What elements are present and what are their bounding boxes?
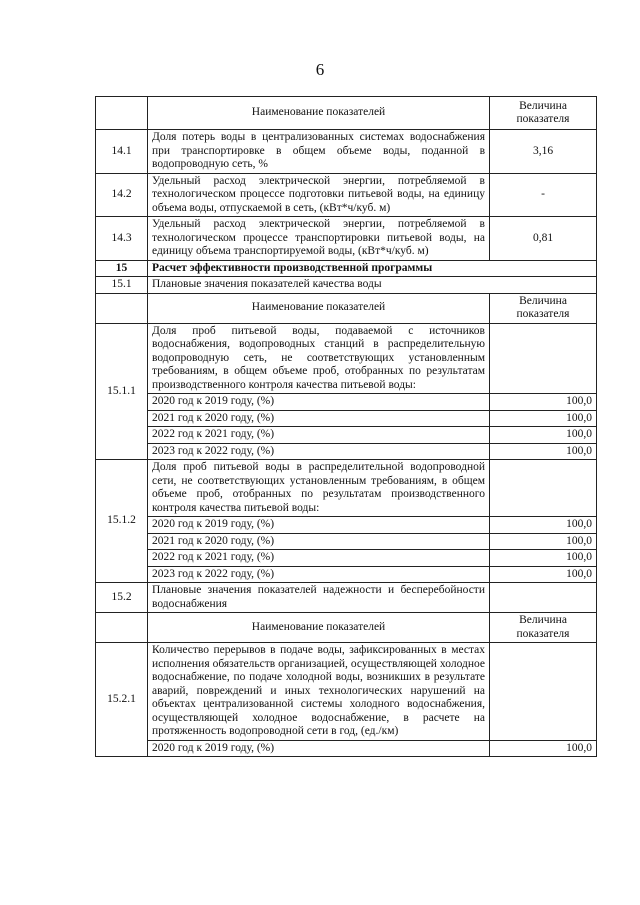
- table-row: [96, 394, 597, 411]
- table-row: [96, 443, 597, 460]
- row-value-empty: [490, 643, 597, 741]
- indicators-table: [95, 96, 597, 757]
- row-value: 0,81: [490, 217, 597, 261]
- section-title: Плановые значения показателей надежности и бесперебойности водоснабжения: [148, 583, 490, 613]
- year-value: 100,0: [490, 443, 597, 460]
- header-name: Наименование показателей: [148, 97, 490, 130]
- table-row: [96, 173, 597, 217]
- table-row: [96, 566, 597, 583]
- header-name: Наименование показателей: [148, 613, 490, 643]
- header-name: Наименование показателей: [148, 293, 490, 323]
- section-number: 15: [96, 260, 148, 277]
- year-label: 2021 год к 2020 году, (%): [148, 533, 490, 550]
- year-value: 100,0: [490, 533, 597, 550]
- row-text: Доля проб питьевой воды в распределительной водопроводной сети, не соответствующих установленным требованиям, в общем объеме проб, отобранных по результатам производственного контроля качества питьевой воды:: [148, 460, 490, 517]
- section-number: 15.1: [96, 277, 148, 294]
- section-row: [96, 583, 597, 613]
- section-row: [96, 260, 597, 277]
- section-row: [96, 277, 597, 294]
- year-value: 100,0: [490, 410, 597, 427]
- row-text: Доля проб питьевой воды, подаваемой с источников водоснабжения, водопроводных станций в распределительную водопроводную сеть, не соответствующих установленным требованиям, в общем объеме проб, отобранных по результатам производственного контроля качества питьевой воды:: [148, 323, 490, 394]
- year-label: 2020 год к 2019 году, (%): [148, 394, 490, 411]
- table-row: [96, 740, 597, 757]
- year-label: 2022 год к 2021 году, (%): [148, 427, 490, 444]
- year-value: 100,0: [490, 550, 597, 567]
- row-number: 14.1: [96, 130, 148, 174]
- table-row: [96, 550, 597, 567]
- row-value-empty: [490, 460, 597, 517]
- header-empty-cell: [96, 613, 148, 643]
- year-label: 2020 год к 2019 году, (%): [148, 740, 490, 757]
- year-label: 2020 год к 2019 году, (%): [148, 517, 490, 534]
- table-header-row: [96, 97, 597, 130]
- header-value: Величина показателя: [490, 613, 597, 643]
- section-number: 15.2: [96, 583, 148, 613]
- section-title: Плановые значения показателей качества воды: [148, 277, 597, 294]
- row-number: 15.2.1: [96, 643, 148, 757]
- year-value: 100,0: [490, 566, 597, 583]
- year-label: 2023 год к 2022 году, (%): [148, 566, 490, 583]
- section-title: Расчет эффективности производственной программы: [148, 260, 597, 277]
- table-row: [96, 533, 597, 550]
- year-value: 100,0: [490, 740, 597, 757]
- row-text: Количество перерывов в подаче воды, зафиксированных в местах исполнения обязательств организацией, осуществляющей холодное водоснабжение, по подаче холодной воды, возникших в результате аварий, повреждений и иных технологических нарушений на объектах централизованной системы холодного водоснабжения, осуществляющей холодное водоснабжение, в расчете на протяженность водопроводной сети в год, (ед./км): [148, 643, 490, 741]
- table-row: [96, 410, 597, 427]
- header-empty-cell: [96, 293, 148, 323]
- page-number: 6: [315, 60, 325, 79]
- header-empty-cell: [96, 97, 148, 130]
- table-row: [96, 427, 597, 444]
- year-value: 100,0: [490, 394, 597, 411]
- year-value: 100,0: [490, 427, 597, 444]
- row-value: -: [490, 173, 597, 217]
- row-number: 15.1.1: [96, 323, 148, 460]
- row-number: 15.1.2: [96, 460, 148, 583]
- year-label: 2023 год к 2022 году, (%): [148, 443, 490, 460]
- year-value: 100,0: [490, 517, 597, 534]
- header-value: Величина показателя: [490, 97, 597, 130]
- table-row: [96, 323, 597, 394]
- row-text: Доля потерь воды в централизованных системах водоснабжения при транспортировке в общем объеме воды, поданной в водопроводную сеть, %: [148, 130, 490, 174]
- year-label: 2021 год к 2020 году, (%): [148, 410, 490, 427]
- table-row: [96, 130, 597, 174]
- row-text: Удельный расход электрической энергии, потребляемой в технологическом процессе транспортировки питьевой воды, на единицу объема транспортируемой воды, (кВт*ч/куб. м): [148, 217, 490, 261]
- header-value: Величина показателя: [490, 293, 597, 323]
- row-number: 14.2: [96, 173, 148, 217]
- table-row: [96, 517, 597, 534]
- row-text: Удельный расход электрической энергии, потребляемой в технологическом процессе подготовки питьевой воды, на единицу объема воды, отпускаемой в сеть, (кВт*ч/куб. м): [148, 173, 490, 217]
- year-label: 2022 год к 2021 году, (%): [148, 550, 490, 567]
- row-value-empty: [490, 583, 597, 613]
- table-header-row: [96, 613, 597, 643]
- table-header-row: [96, 293, 597, 323]
- row-value-empty: [490, 323, 597, 394]
- table-row: [96, 217, 597, 261]
- row-value: 3,16: [490, 130, 597, 174]
- table-row: [96, 643, 597, 741]
- table-row: [96, 460, 597, 517]
- row-number: 14.3: [96, 217, 148, 261]
